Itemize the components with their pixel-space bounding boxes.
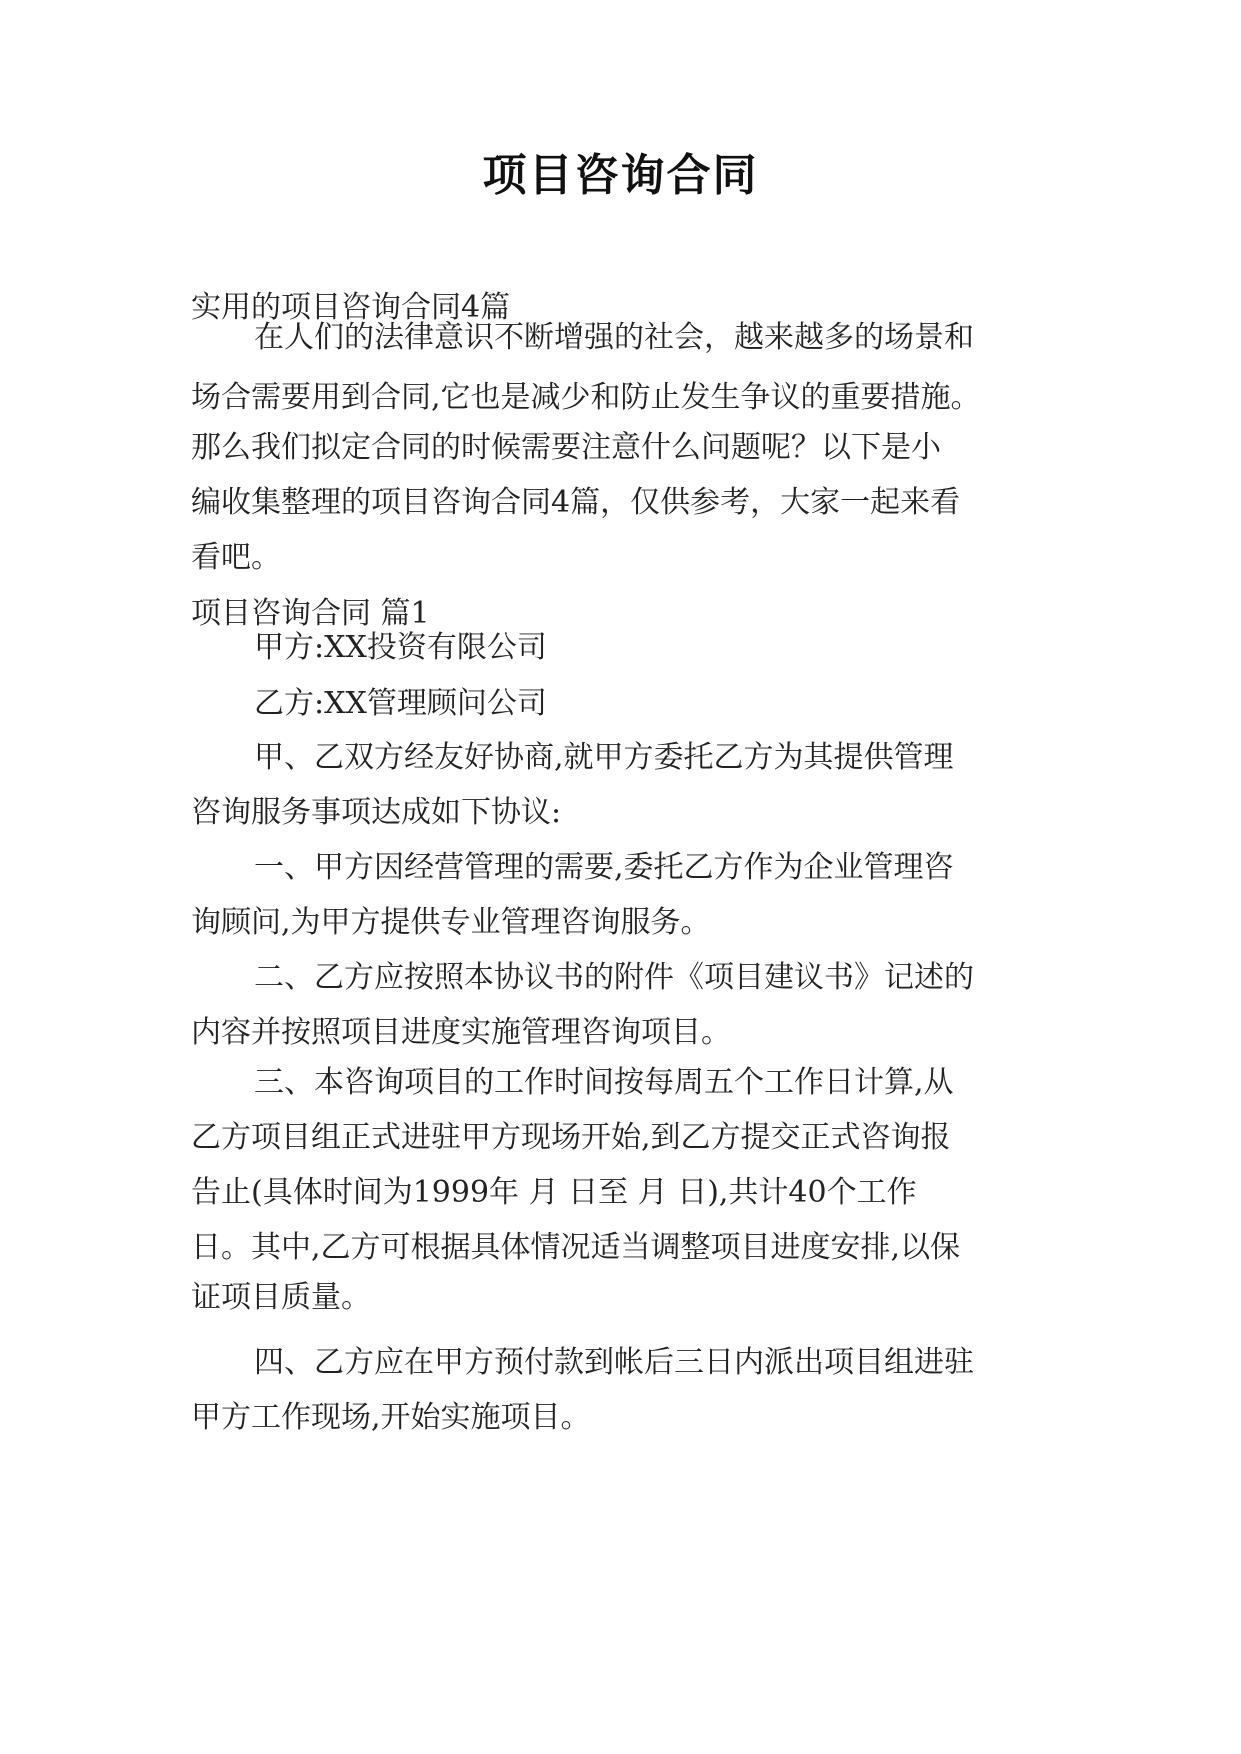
clause-1-line-2: 询顾问,为甲方提供专业管理咨询服务。 [191,905,711,940]
clause-4-line-1: 四、乙方应在甲方预付款到帐后三日内派出项目组进驻 [254,1345,974,1380]
document-subtitle: 实用的项目咨询合同4篇 [191,290,511,325]
clause-2-line-1: 二、乙方应按照本协议书的附件《项目建议书》记述的 [254,960,974,995]
clause-2-line-2: 内容并按照项目进度实施管理咨询项目。 [191,1015,731,1050]
clause-4-line-2: 甲方工作现场,开始实施项目。 [191,1400,591,1435]
clause-3-line-1: 三、本咨询项目的工作时间按每周五个工作日计算,从 [254,1065,954,1100]
preamble-line-2: 咨询服务事项达成如下协议: [191,795,562,830]
clause-3-line-5: 证项目质量。 [191,1280,371,1315]
clause-1-line-1: 一、甲方因经营管理的需要,委托乙方作为企业管理咨 [254,850,954,885]
clause-3-line-4: 日。其中,乙方可根据具体情况适当调整项目进度安排,以保 [191,1230,961,1265]
intro-line-2: 场合需要用到合同,它也是减少和防止发生争议的重要措施。 [191,380,981,415]
party-b: 乙方:XX管理顾问公司 [254,686,547,721]
intro-line-4: 编收集整理的项目咨询合同4篇，仅供参考，大家一起来看 [191,485,961,520]
intro-line-3: 那么我们拟定合同的时候需要注意什么问题呢？以下是小 [191,430,941,465]
clause-3-line-2: 乙方项目组正式进驻甲方现场开始,到乙方提交正式咨询报 [191,1120,951,1155]
intro-line-5: 看吧。 [191,540,281,575]
document-title: 项目咨询合同 [482,150,759,201]
preamble-line-1: 甲、乙双方经友好协商,就甲方委托乙方为其提供管理 [254,740,954,775]
party-a: 甲方:XX投资有限公司 [254,630,547,665]
clause-3-line-3: 告止(具体时间为1999年 月 日至 月 日),共计40个工作 [191,1175,917,1210]
section-heading: 项目咨询合同 篇1 [191,596,430,631]
intro-line-1: 在人们的法律意识不断增强的社会，越来越多的场景和 [254,320,974,355]
